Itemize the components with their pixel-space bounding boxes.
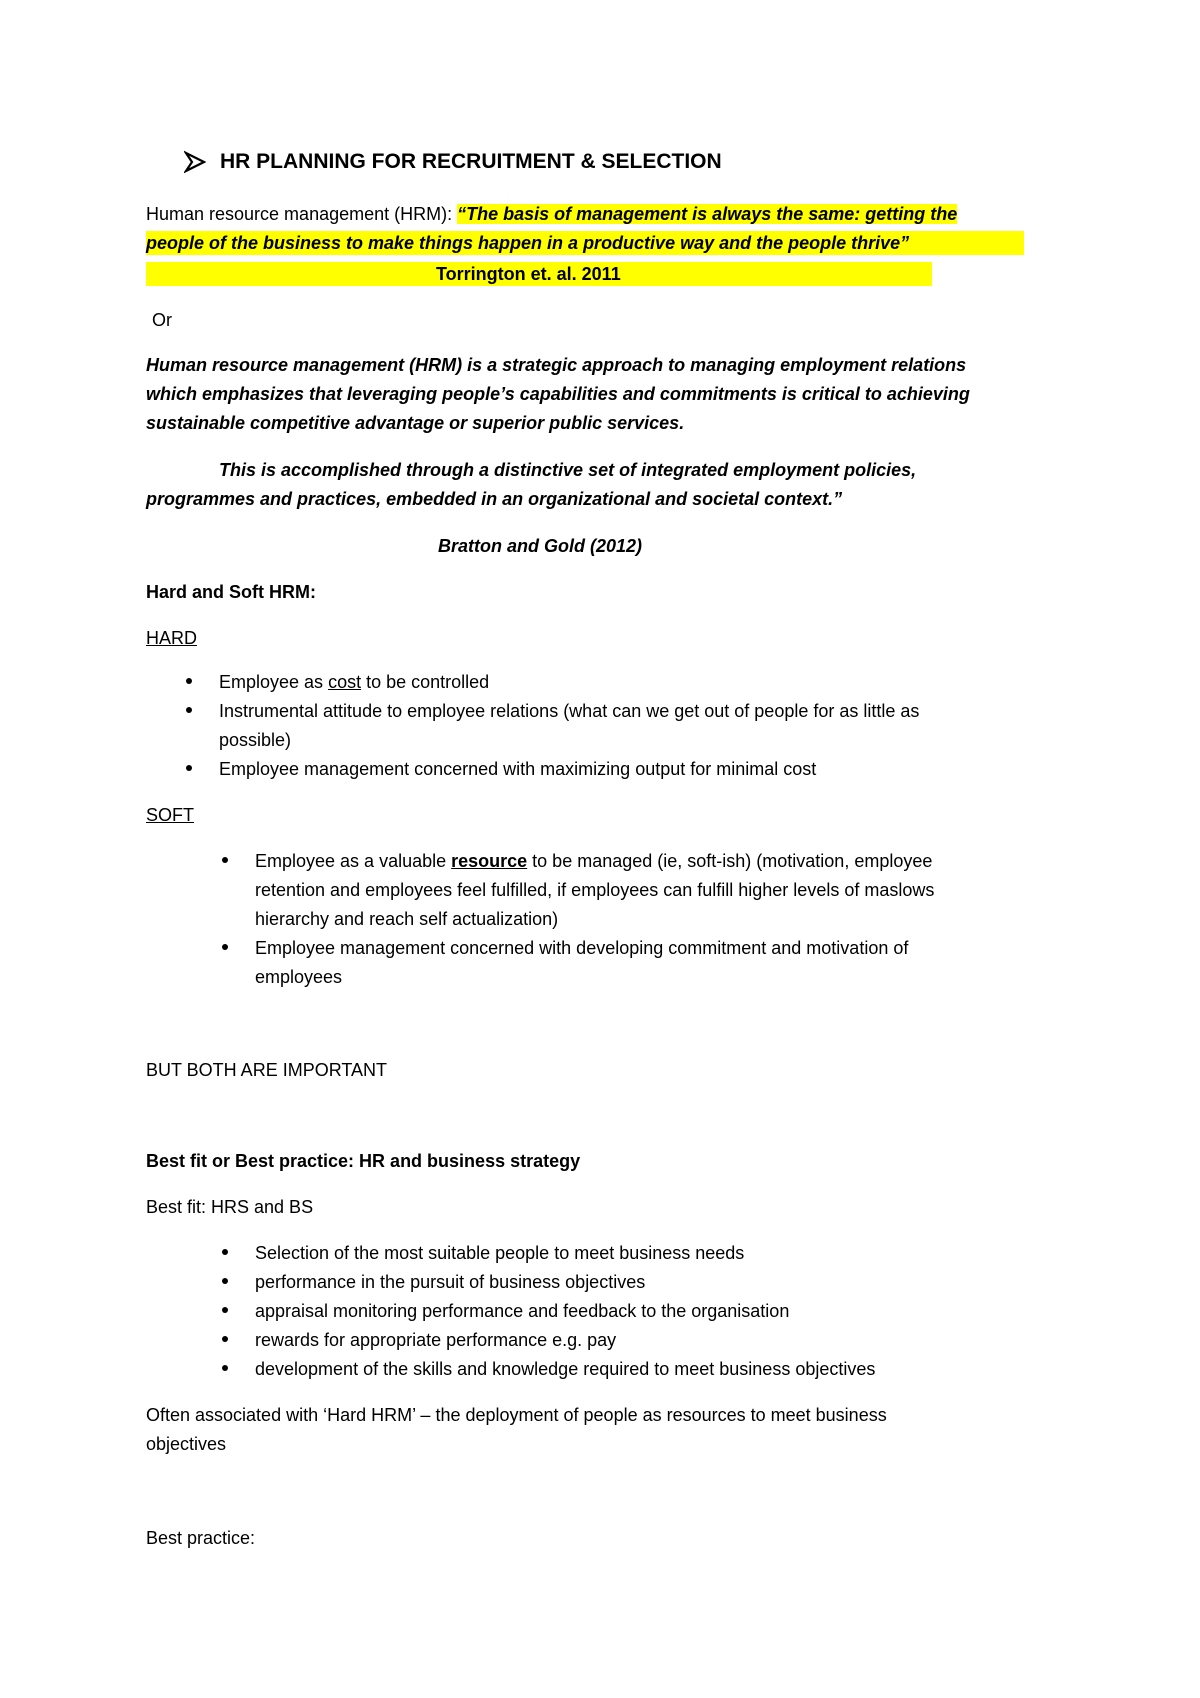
hrm-definition-2-line-4: This is accomplished through a distinctive set of integrated employment policies, — [219, 460, 917, 480]
conclusion-text: BUT BOTH ARE IMPORTANT — [146, 1060, 388, 1080]
bullet-icon — [222, 857, 228, 863]
best-fit-item: rewards for appropriate performance e.g. pay — [255, 1330, 617, 1350]
arrowhead-bullet-icon — [184, 150, 206, 174]
or-text: Or — [152, 310, 172, 330]
soft-item-2-line-1: Employee management concerned with developing commitment and motivation of — [255, 938, 909, 958]
quote-attribution-torrington: Torrington et. al. 2011 — [146, 262, 932, 286]
hard-item-3: Employee management concerned with maximizing output for minimal cost — [219, 759, 817, 779]
best-fit-item: Selection of the most suitable people to meet business needs — [255, 1243, 745, 1263]
best-fit-heading: Best fit or Best practice: HR and business strategy — [146, 1151, 581, 1171]
hard-item-1-text-after: to be controlled — [361, 672, 490, 692]
bullet-icon — [222, 1249, 228, 1255]
soft-item-1-underlined-word: resource — [451, 851, 528, 871]
soft-label: SOFT — [146, 805, 194, 825]
soft-item-1-line-3: hierarchy and reach self actualization) — [255, 909, 559, 929]
hard-item-2-line-2: possible) — [219, 730, 292, 750]
best-fit-note-line-1: Often associated with ‘Hard HRM’ – the deployment of people as resources to meet business — [146, 1405, 887, 1425]
bullet-icon — [222, 1336, 228, 1342]
soft-item-1-line-1 — [255, 849, 932, 873]
hard-item-1-text-before: Employee as — [219, 672, 329, 692]
bullet-icon — [222, 1307, 228, 1313]
hard-item-1 — [219, 670, 489, 694]
soft-item-2-line-2: employees — [255, 967, 343, 987]
hrm-definition-2-line-3: sustainable competitive advantage or superior public services. — [146, 413, 685, 433]
hard-item-1-underlined-word: cost — [328, 672, 362, 692]
document-title: HR PLANNING FOR RECRUITMENT & SELECTION — [220, 150, 722, 173]
best-fit-item: performance in the pursuit of business objectives — [255, 1272, 646, 1292]
soft-item-1-text-after: to be managed (ie, soft-ish) (motivation, employee — [527, 851, 933, 871]
hrm-definition-1-line-1 — [146, 202, 957, 226]
hrm-definition-2-line-2: which emphasizes that leveraging people’s capabilities and commitments is critical to achieving — [146, 384, 970, 404]
hrm-definition-1-line-2 — [146, 231, 1024, 255]
best-practice-heading: Best practice: — [146, 1528, 256, 1548]
soft-item-1-line-2: retention and employees feel fulfilled, if employees can fulfill higher levels of maslows — [255, 880, 935, 900]
hrm-definition-prefix: Human resource management (HRM): — [146, 204, 458, 224]
hard-label: HARD — [146, 628, 198, 648]
best-fit-item: development of the skills and knowledge required to meet business objectives — [255, 1359, 876, 1379]
quote-attribution-bratton: Bratton and Gold (2012) — [438, 536, 643, 556]
hard-item-2-line-1: Instrumental attitude to employee relations (what can we get out of people for as little as — [219, 701, 920, 721]
hard-soft-heading: Hard and Soft HRM: — [146, 582, 316, 602]
soft-item-1-text-before: Employee as a valuable — [255, 851, 452, 871]
hrm-definition-2-line-1: Human resource management (HRM) is a strategic approach to managing employment relations — [146, 355, 967, 375]
bullet-icon — [186, 765, 192, 771]
highlighted-quote-line-1: “The basis of management is always the same: getting the — [457, 204, 958, 224]
bullet-icon — [222, 944, 228, 950]
bullet-icon — [222, 1278, 228, 1284]
bullet-icon — [186, 678, 192, 684]
best-fit-note-line-2: objectives — [146, 1434, 227, 1454]
bullet-icon — [222, 1365, 228, 1371]
best-fit-subheading: Best fit: HRS and BS — [146, 1197, 314, 1217]
highlighted-quote-line-2: people of the business to make things happen in a productive way and the people thrive” — [146, 231, 1024, 255]
bullet-icon — [186, 707, 192, 713]
best-fit-item: appraisal monitoring performance and feedback to the organisation — [255, 1301, 790, 1321]
hrm-definition-2-line-5: programmes and practices, embedded in an organizational and societal context.” — [146, 489, 843, 509]
